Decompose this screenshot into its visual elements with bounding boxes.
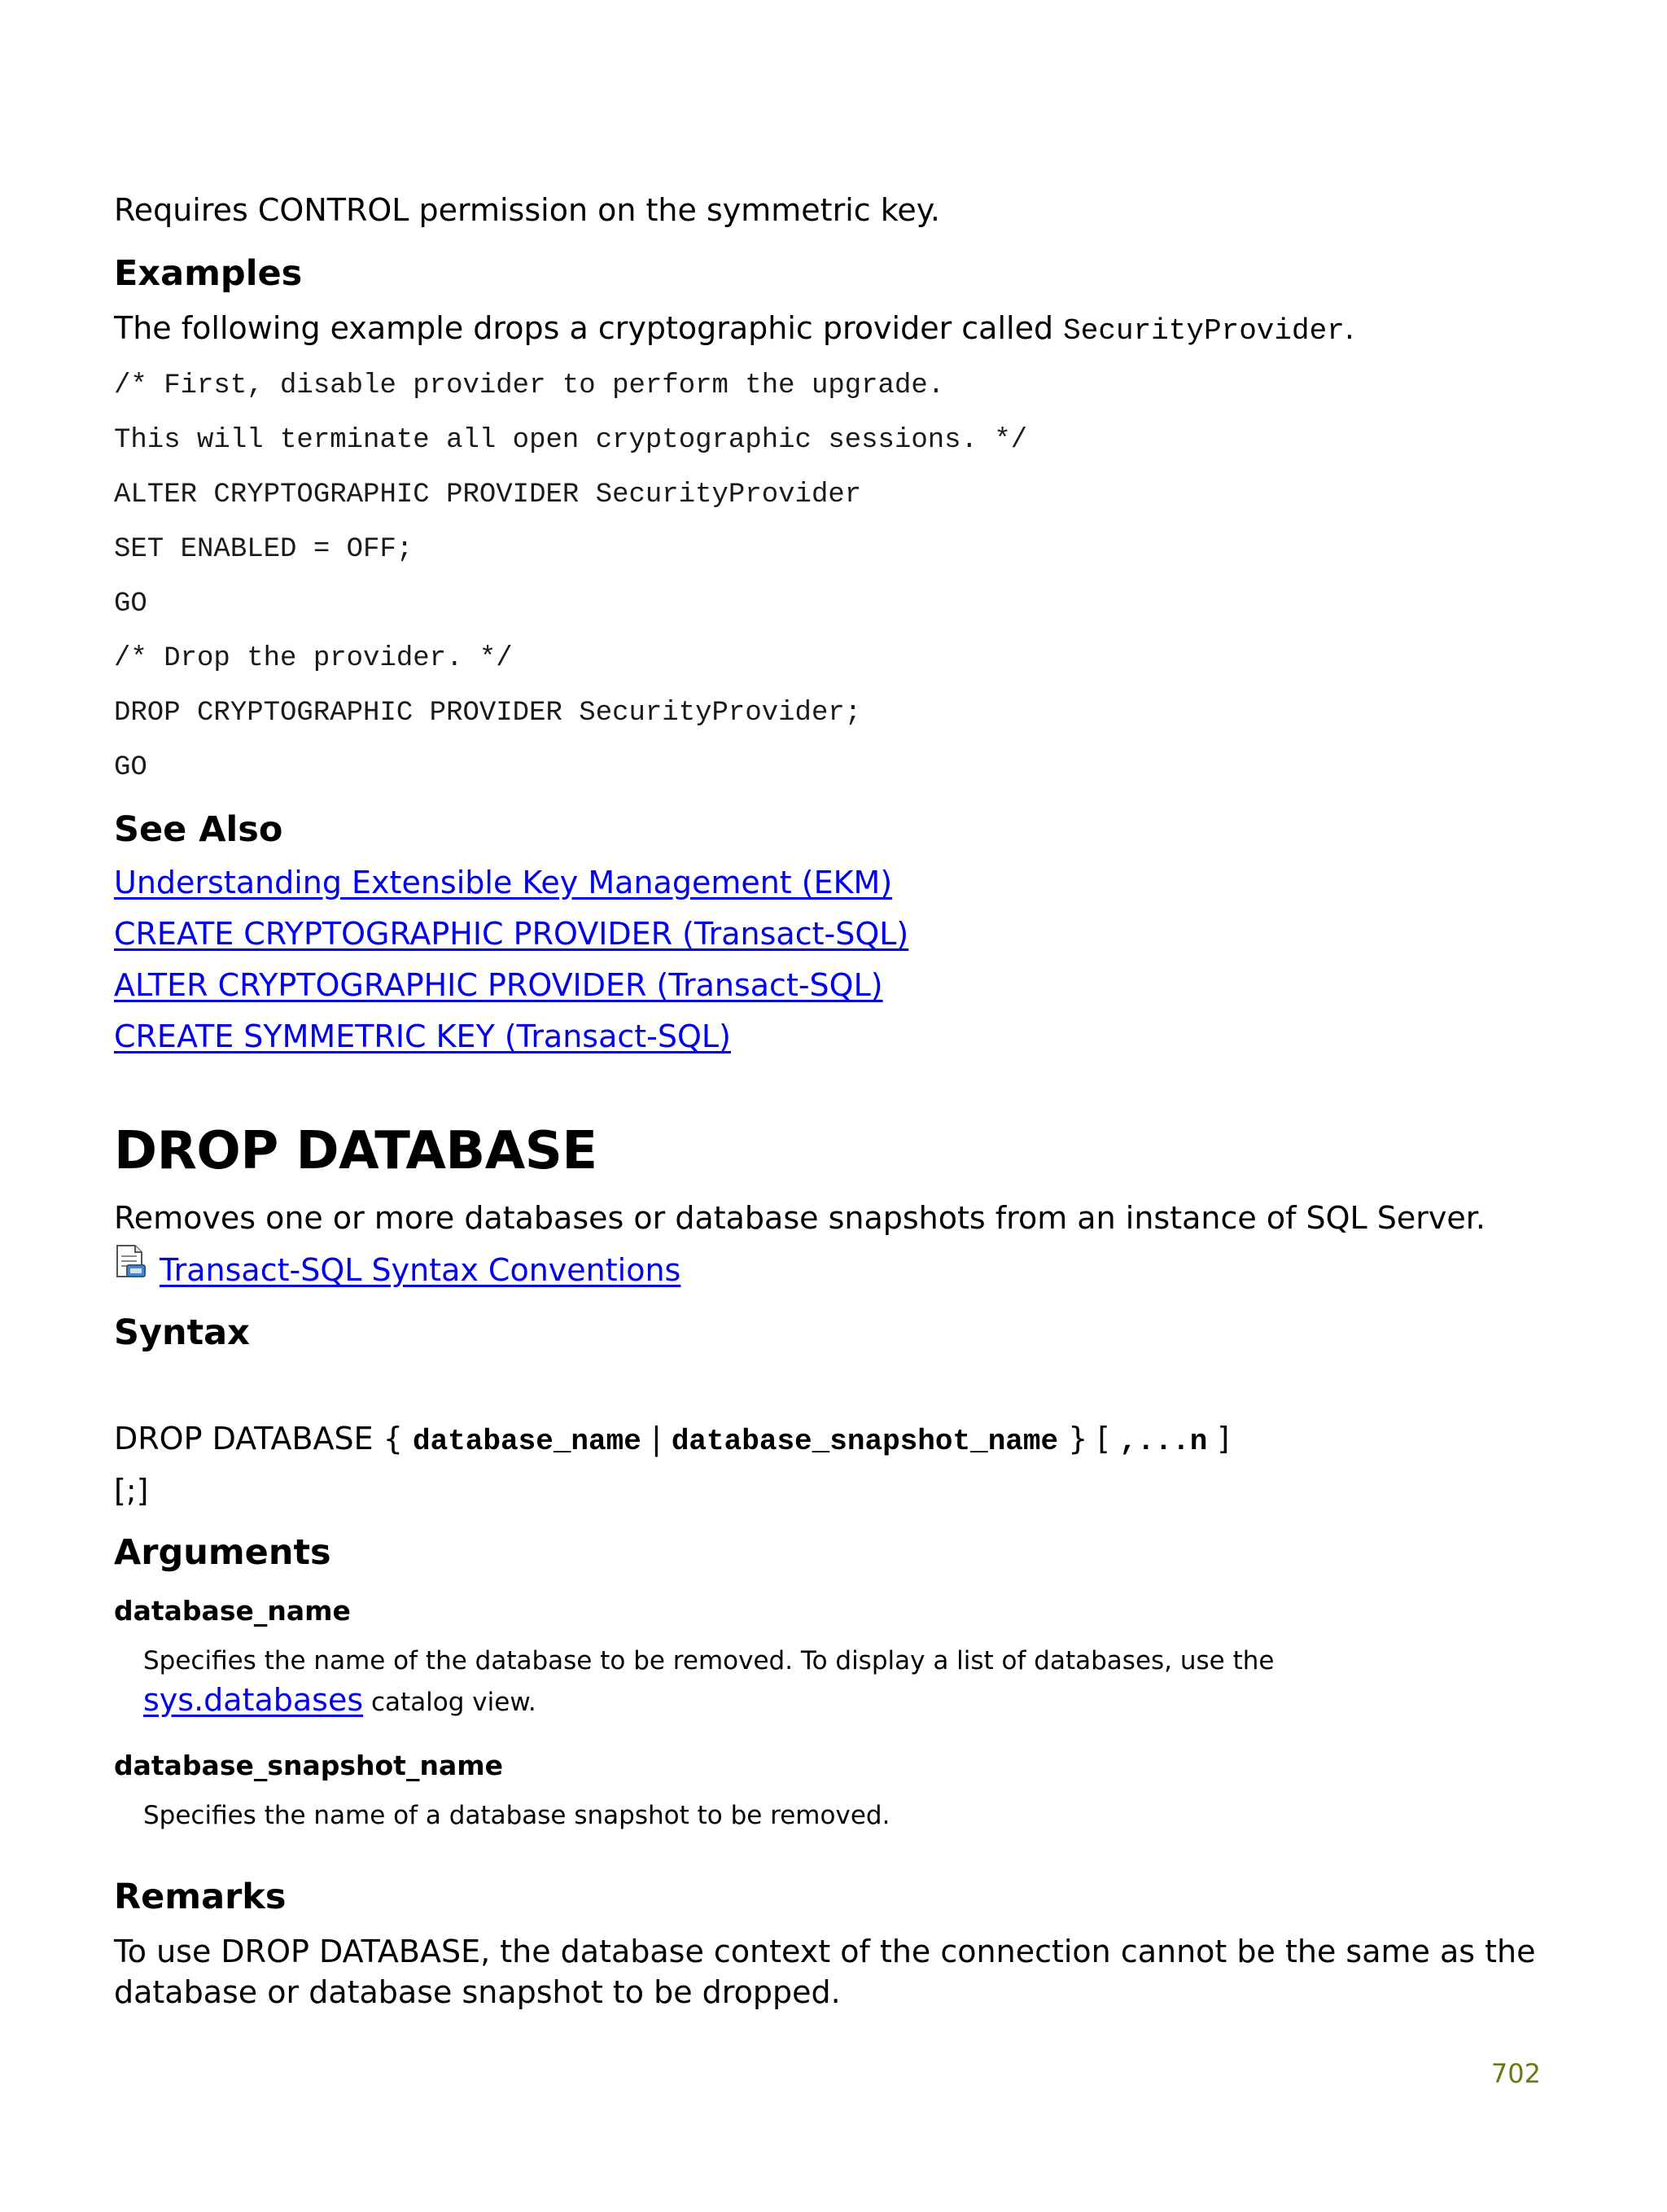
syntax-keyword: DROP DATABASE { <box>114 1421 413 1456</box>
syntax-repeat: ,...n <box>1119 1425 1208 1458</box>
code-line: GO <box>114 752 147 783</box>
examples-intro-text: The following example drops a cryptographic provider called <box>114 310 1064 346</box>
syntax-end: ] <box>1207 1421 1230 1456</box>
examples-intro <box>114 308 1354 352</box>
code-line: /* Drop the provider. */ <box>114 643 513 674</box>
syntax-arg-database-name: database_name <box>413 1425 641 1458</box>
argument-description: Specifies the name of the database to be removed. To display a list of databases, use the <box>143 1646 1275 1675</box>
code-line: DROP CRYPTOGRAPHIC PROVIDER SecurityProvider; <box>114 698 862 729</box>
syntax-conventions-icon <box>114 1244 148 1280</box>
permissions-text: Requires CONTROL permission on the symmetric key. <box>114 192 940 228</box>
argument-description-line2 <box>143 1682 536 1720</box>
syntax-heading: Syntax <box>114 1312 250 1353</box>
link-sys-databases[interactable]: sys.databases <box>143 1682 364 1718</box>
argument-description: Specifies the name of a database snapshot to be removed. <box>143 1801 890 1830</box>
remarks-text-line2: database or database snapshot to be dropped. <box>114 1974 841 2010</box>
syntax-statement <box>114 1418 1229 1462</box>
code-line: This will terminate all open cryptographic sessions. */ <box>114 425 1028 456</box>
document-page <box>114 0 1563 2212</box>
code-line: SET ENABLED = OFF; <box>114 534 413 565</box>
argument-name: database_snapshot_name <box>114 1750 503 1781</box>
page-title: DROP DATABASE <box>114 1121 597 1181</box>
arguments-heading: Arguments <box>114 1532 331 1573</box>
syntax-separator: | <box>641 1421 672 1456</box>
code-line: ALTER CRYPTOGRAPHIC PROVIDER SecurityProvider <box>114 480 862 510</box>
code-line: GO <box>114 589 147 620</box>
argument-description-tail: catalog view. <box>363 1688 536 1717</box>
see-also-heading: See Also <box>114 809 283 850</box>
examples-heading: Examples <box>114 253 303 294</box>
drop-database-description: Removes one or more databases or database snapshots from an instance of SQL Server. <box>114 1200 1486 1236</box>
page-number: 702 <box>1490 2058 1541 2089</box>
code-line: /* First, disable provider to perform the upgrade. <box>114 370 945 401</box>
examples-intro-end: . <box>1344 310 1354 346</box>
syntax-close: } [ <box>1058 1421 1120 1456</box>
examples-intro-code: SecurityProvider <box>1063 314 1345 348</box>
syntax-terminator: [;] <box>114 1473 149 1509</box>
link-create-symmetric-key[interactable]: CREATE SYMMETRIC KEY (Transact-SQL) <box>114 1018 731 1054</box>
link-understanding-ekm[interactable]: Understanding Extensible Key Management (EKM) <box>114 865 893 900</box>
link-create-cryptographic-provider[interactable]: CREATE CRYPTOGRAPHIC PROVIDER (Transact-SQL) <box>114 916 909 952</box>
argument-name: database_name <box>114 1595 351 1627</box>
remarks-text-line1: To use DROP DATABASE, the database context of the connection cannot be the same as the <box>114 1934 1536 1969</box>
link-alter-cryptographic-provider[interactable]: ALTER CRYPTOGRAPHIC PROVIDER (Transact-SQL) <box>114 967 883 1003</box>
link-syntax-conventions[interactable]: Transact-SQL Syntax Conventions <box>160 1252 681 1288</box>
syntax-arg-snapshot-name: database_snapshot_name <box>671 1425 1059 1458</box>
remarks-heading: Remarks <box>114 1877 287 1917</box>
